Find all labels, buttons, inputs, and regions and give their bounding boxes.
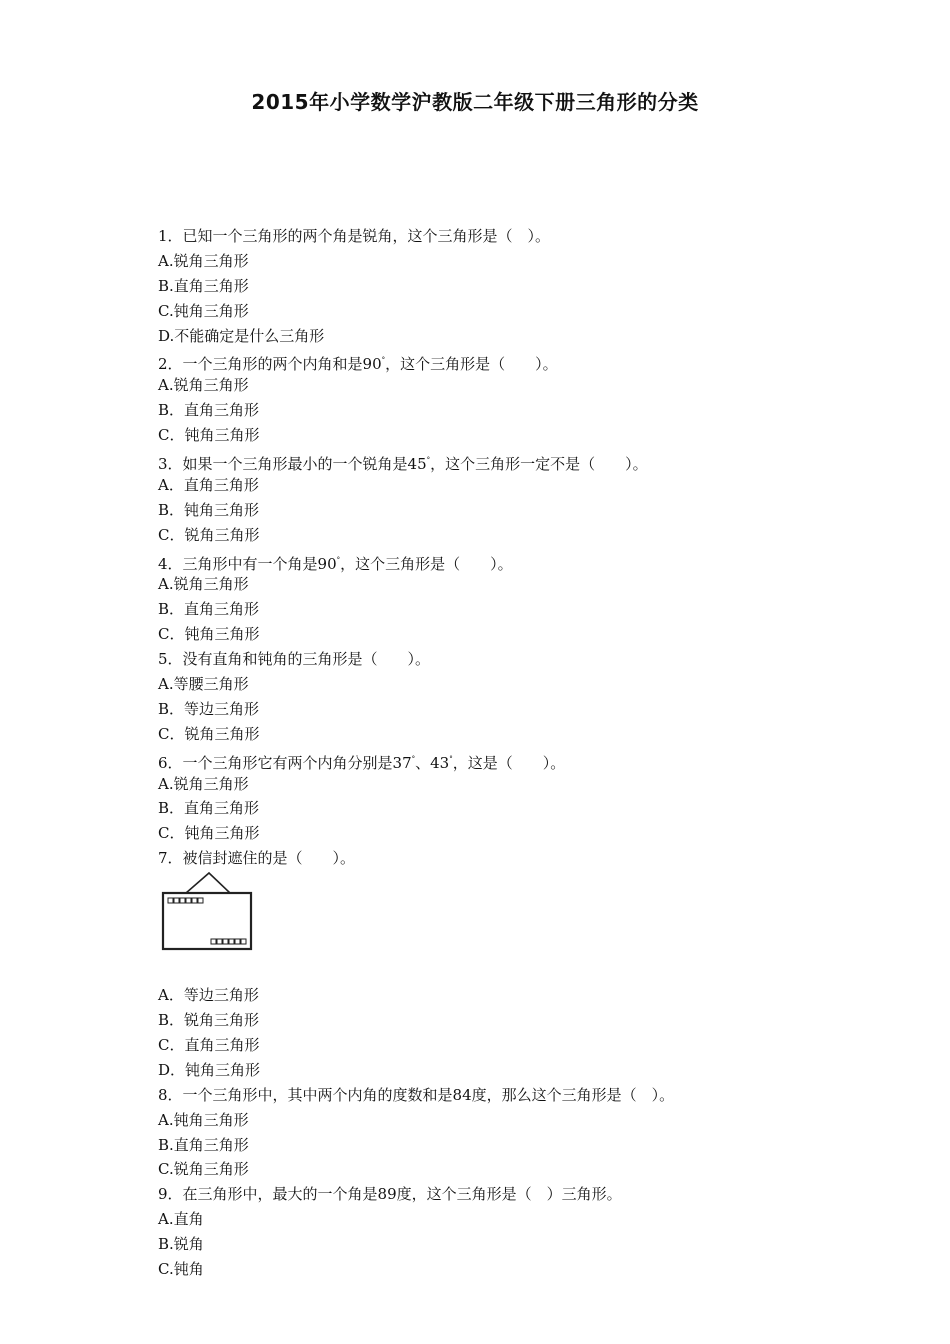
option-1c: C.钝角三角形 (158, 301, 249, 320)
option-5c: C．锐角三角形 (158, 724, 260, 743)
degree-mark: ° (449, 754, 453, 763)
option-8b: B.直角三角形 (158, 1135, 249, 1154)
option-6a: A.锐角三角形 (158, 774, 249, 793)
option-4b: B．直角三角形 (158, 600, 260, 619)
option-3a: A．直角三角形 (158, 475, 259, 494)
option-4c: C．钝角三角形 (158, 625, 260, 644)
option-8a: A.钝角三角形 (158, 1110, 249, 1129)
question-list (158, 224, 858, 1282)
document-title: 2015年小学数学沪教版二年级下册三角形的分类 (251, 90, 699, 114)
option-1d: D.不能确定是什么三角形 (158, 326, 325, 345)
question-4: 4．三角形中有一个角是90°，这个三角形是（ ）。 (158, 554, 513, 573)
degree-mark: ° (336, 555, 341, 564)
option-7b: B．锐角三角形 (158, 1011, 260, 1030)
option-2b: B．直角三角形 (158, 401, 260, 420)
question-5: 5．没有直角和钝角的三角形是（ ）。 (158, 650, 431, 669)
question-3: 3．如果一个三角形最小的一个锐角是45°，这个三角形一定不是（ ）。 (158, 455, 648, 474)
envelope-triangle-figure (158, 871, 858, 983)
option-2c: C．钝角三角形 (158, 426, 260, 445)
option-5a: A.等腰三角形 (158, 675, 249, 694)
option-1b: B.直角三角形 (158, 276, 249, 295)
option-5b: B．等边三角形 (158, 699, 260, 718)
option-7d: D．钝角三角形 (158, 1060, 261, 1079)
question-8: 8．一个三角形中，其中两个内角的度数和是84度，那么这个三角形是（ ）。 (158, 1085, 675, 1104)
option-8c: C.锐角三角形 (158, 1160, 249, 1179)
question-1: 1．已知一个三角形的两个角是锐角，这个三角形是（ ）。 (158, 227, 551, 245)
question-2: 2．一个三角形的两个内角和是90°，这个三角形是（ ）。 (158, 355, 558, 374)
option-9b: B.锐角 (158, 1235, 204, 1254)
degree-mark: ° (411, 754, 416, 763)
option-3c: C．锐角三角形 (158, 525, 260, 544)
degree-mark: ° (426, 456, 431, 465)
option-7c: C．直角三角形 (158, 1035, 260, 1054)
option-6c: C．钝角三角形 (158, 824, 260, 843)
degree-mark: ° (381, 356, 386, 365)
question-9: 9．在三角形中，最大的一个角是89度，这个三角形是（ ）三角形。 (158, 1185, 622, 1204)
option-9a: A.直角 (158, 1210, 204, 1229)
question-7: 7．被信封遮住的是（ ）。 (158, 849, 356, 868)
envelope-icon (158, 871, 268, 971)
option-2a: A.锐角三角形 (158, 376, 249, 395)
question-6: 6．一个三角形它有两个内角分别是37°、43°，这是（ ）。 (158, 753, 566, 772)
option-4a: A.锐角三角形 (158, 575, 249, 594)
option-9c: C.钝角 (158, 1259, 204, 1278)
option-3b: B．钝角三角形 (158, 500, 260, 519)
option-1a: A.锐角三角形 (158, 251, 249, 270)
option-7a: A．等边三角形 (158, 986, 259, 1005)
option-6b: B．直角三角形 (158, 799, 260, 818)
